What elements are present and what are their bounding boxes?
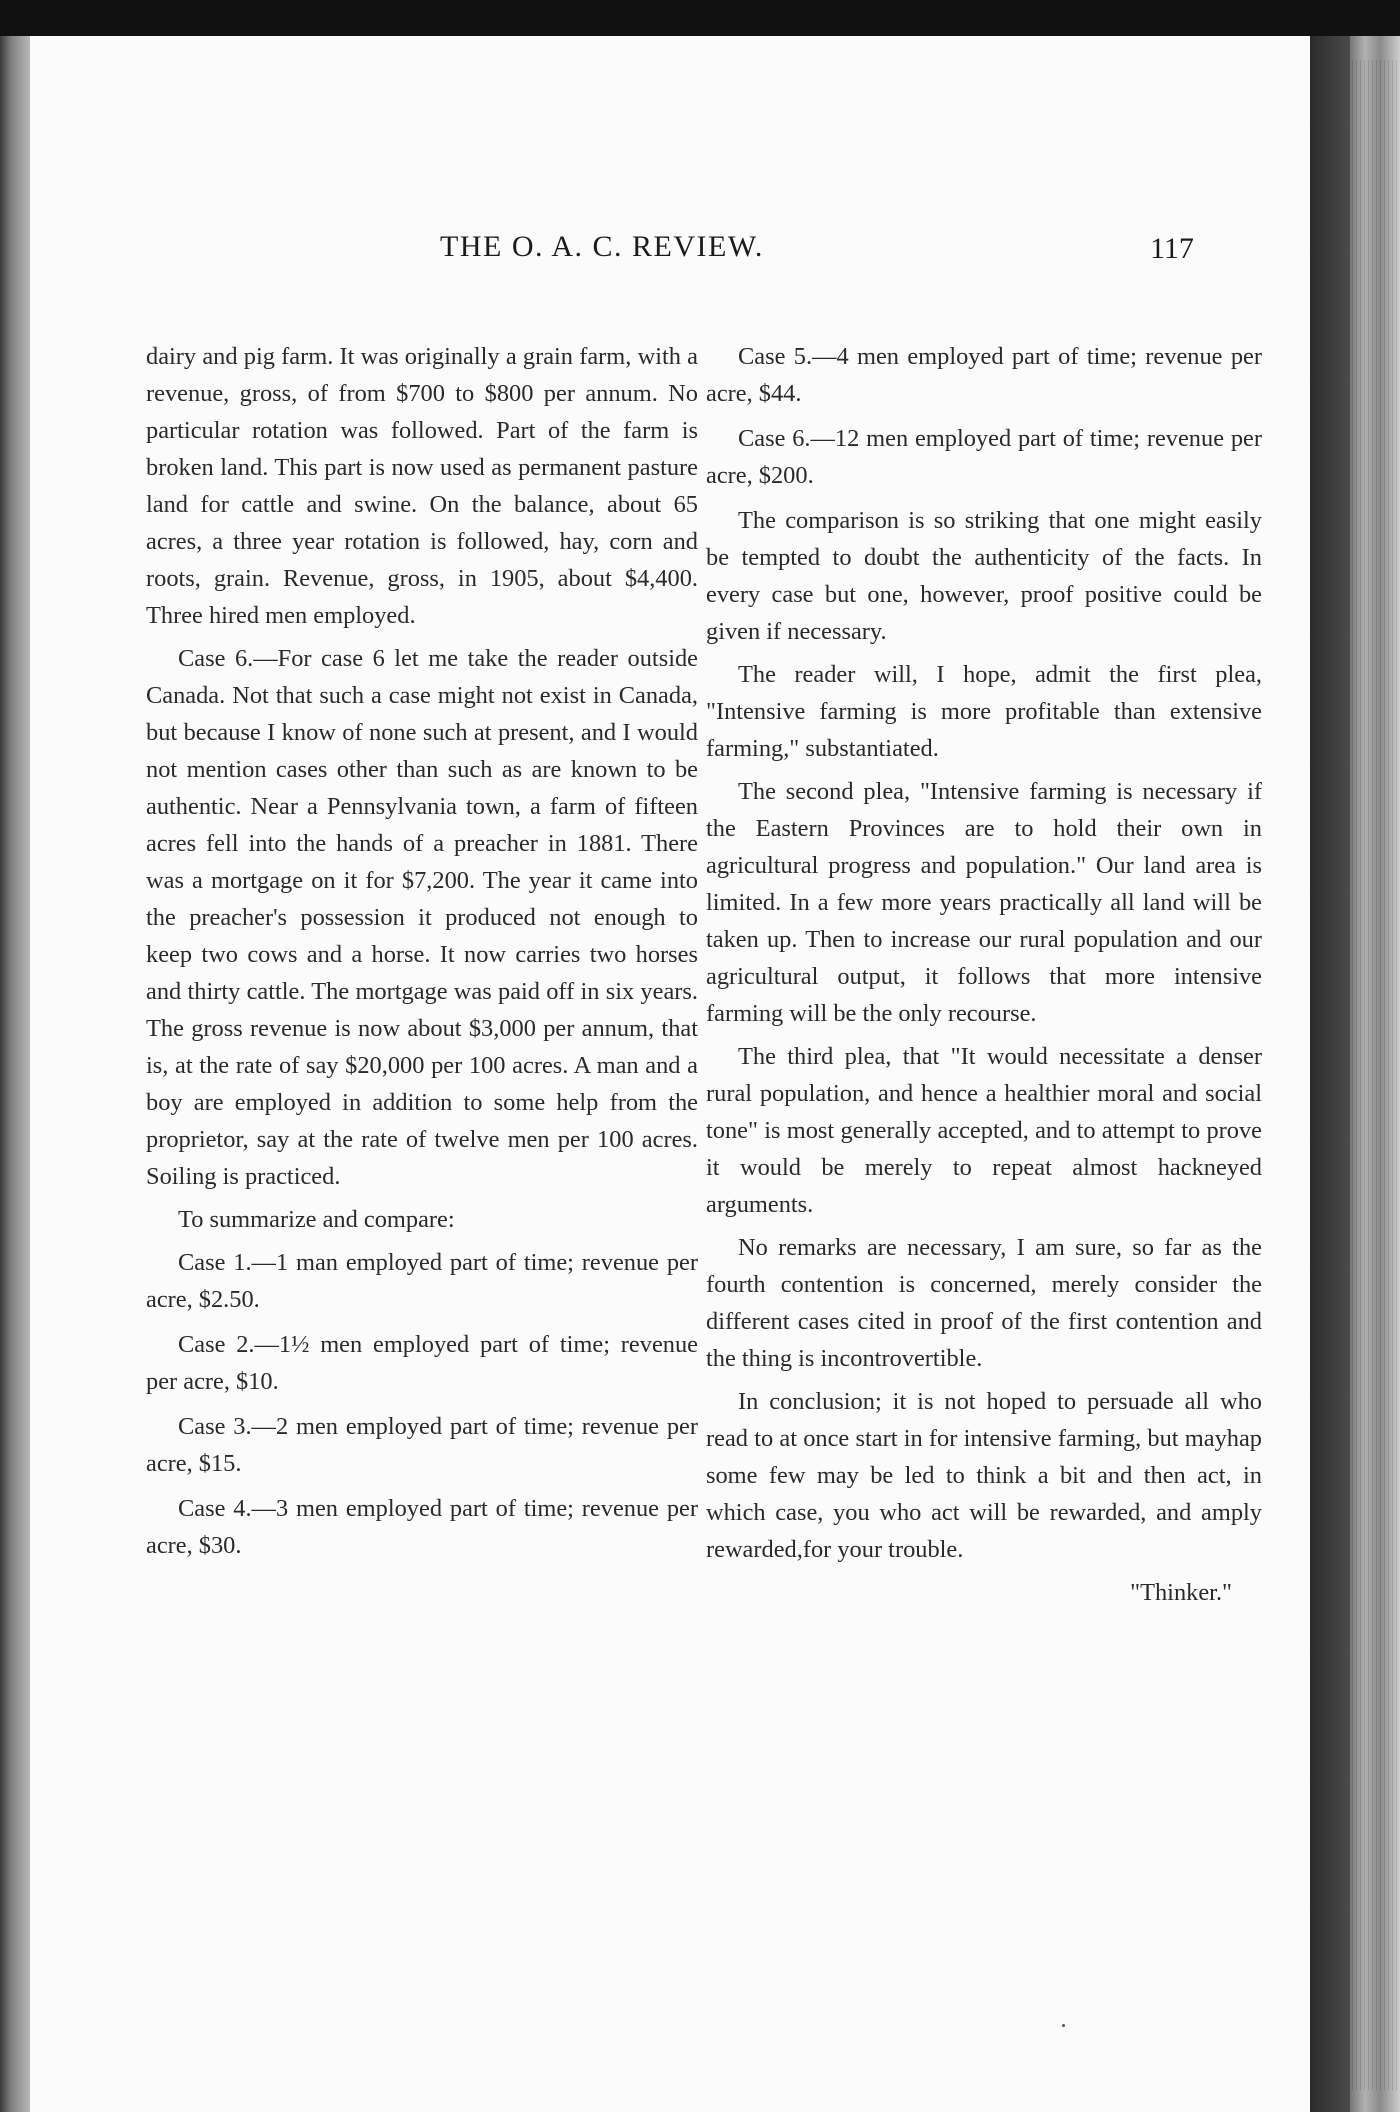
paragraph: No remarks are necessary, I am sure, so far as the fourth contention is concerned, merely consider the different cases cited in proof of the first contention and the thing is incontrovertible. <box>706 1234 1262 1372</box>
case-summary: Case 1.—1 man employed part of time; revenue per acre, $2.50. <box>146 1249 698 1313</box>
case-summary: Case 5.—4 men employed part of time; revenue per acre, $44. <box>706 343 1262 407</box>
paragraph: In conclusion; it is not hoped to persuade all who read to at once start in for intensive farming, but mayhap some few may be led to think a bit and then act, in which case, you who act will be rewarded, and amply rewarded,for your trouble. <box>706 1388 1262 1563</box>
author-signature: "Thinker." <box>1130 1579 1232 1606</box>
scan-speck <box>1062 2024 1065 2027</box>
case-summary: Case 3.—2 men employed part of time; revenue per acre, $15. <box>146 1413 698 1477</box>
case-summary: Case 6.—12 men employed part of time; revenue per acre, $200. <box>706 425 1262 489</box>
paragraph: The comparison is so striking that one might easily be tempted to doubt the authenticity of the facts. In every case but one, however, proof positive could be given if necessary. <box>706 507 1262 645</box>
paragraph: To summarize and compare: <box>178 1206 455 1233</box>
paragraph: The reader will, I hope, admit the first plea, "Intensive farming is more profitable than extensive farming," substantiated. <box>706 661 1262 762</box>
paragraph: The second plea, "Intensive farming is necessary if the Eastern Provinces are to hold their own in agricultural progress and population." Our land area is limited. In a few more years practically all land will be taken up. Then to increase our rural population and our agricultural output, it follows that more intensive farming will be the only recourse. <box>706 778 1262 1027</box>
left-column <box>146 338 698 1572</box>
binding-gutter <box>0 36 30 2112</box>
page-number: 117 <box>1150 232 1194 265</box>
document-page <box>30 36 1310 2112</box>
scan-top-border <box>0 0 1400 36</box>
page-edge-shadow <box>1310 36 1350 2112</box>
paragraph: dairy and pig farm. It was originally a grain farm, with a revenue, gross, of from $700 to $800 per annum. No particular rotation was followed. Part of the farm is broken land. This part is now used as permanent pasture land for cattle and swine. On the balance, about 65 acres, a three year rotation is followed, hay, corn and roots, grain. Revenue, gross, in 1905, about $4,400. Three hired men employed. <box>146 343 698 629</box>
right-column <box>706 338 1262 1611</box>
paragraph: Case 6.—For case 6 let me take the reader outside Canada. Not that such a case might not exist in Canada, but because I know of none such at present, and I would not mention cases other than such as are known to be authentic. Near a Pennsylvania town, a farm of fifteen acres fell into the hands of a preacher in 1881. There was a mortgage on it for $7,200. The year it came into the preacher's possession it produced not enough to keep two cows and a horse. It now carries two horses and thirty cattle. The mortgage was paid off in six years. The gross revenue is now about $3,000 per annum, that is, at the rate of say $20,000 per 100 acres. A man and a boy are employed in addition to some help from the proprietor, say at the rate of twelve men per 100 acres. Soiling is practiced. <box>146 645 698 1190</box>
case-summary: Case 2.—1½ men employed part of time; revenue per acre, $10. <box>146 1331 698 1395</box>
book-edge-texture <box>1352 60 1398 2090</box>
running-header-title: THE O. A. C. REVIEW. <box>440 230 764 263</box>
paragraph: The third plea, that "It would necessitate a denser rural population, and hence a healthier moral and social tone" is most generally accepted, and to attempt to prove it would be merely to repeat almost hackneyed arguments. <box>706 1043 1262 1218</box>
case-summary: Case 4.—3 men employed part of time; revenue per acre, $30. <box>146 1495 698 1559</box>
